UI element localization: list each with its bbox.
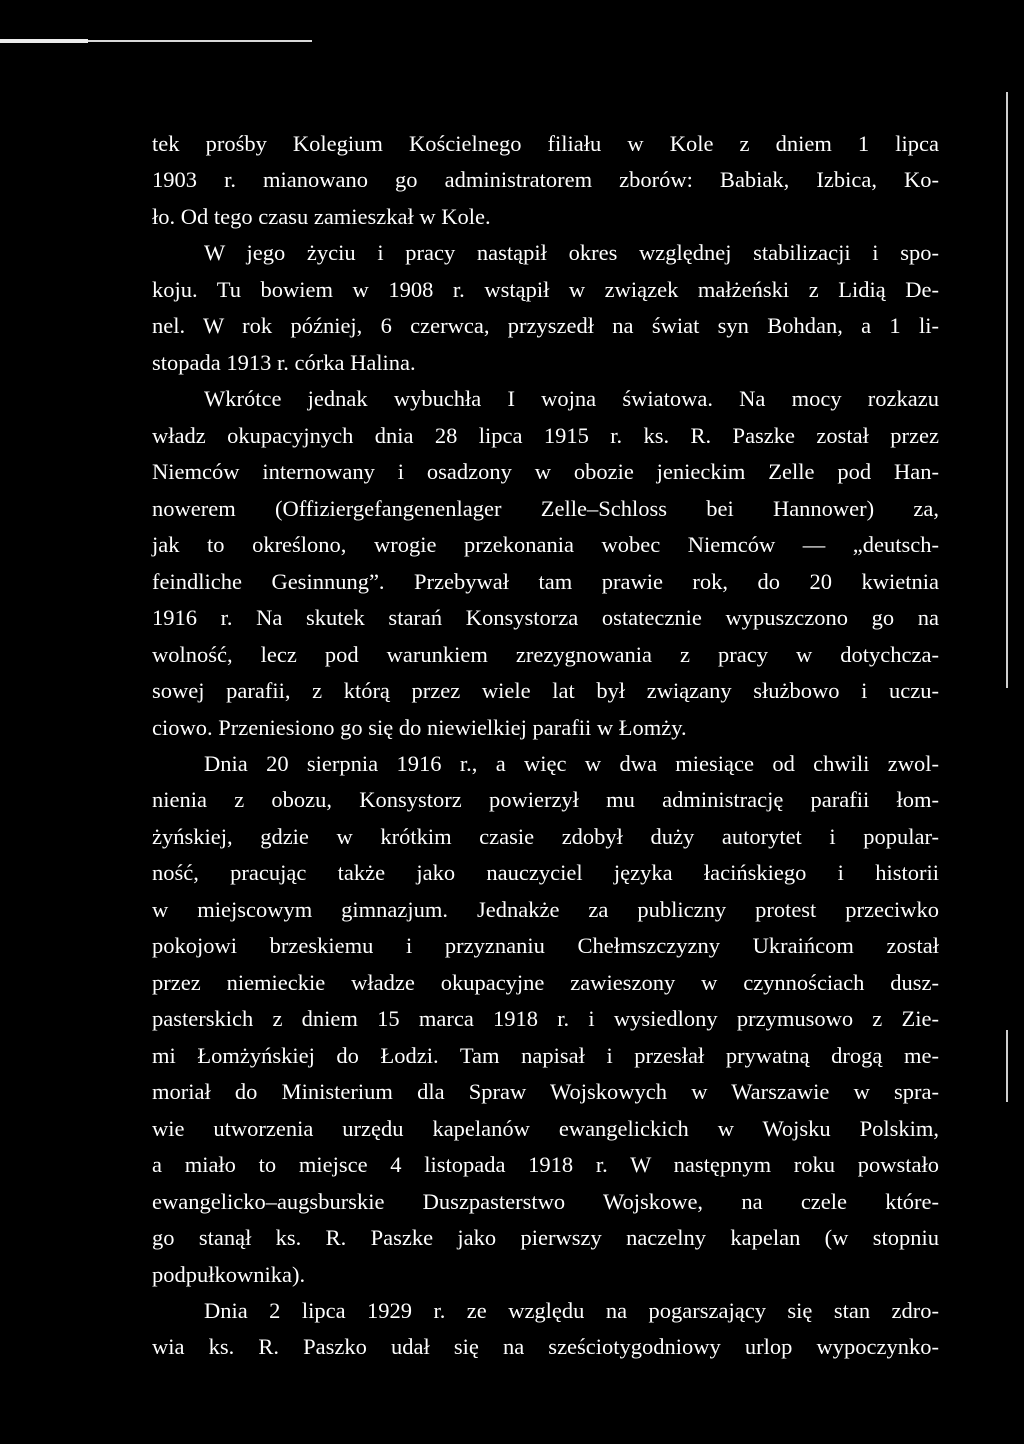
text-line: w miejscowym gimnazjum. Jednakże za publiczny protest przeciwko [152,896,939,922]
text-line: ewangelicko–augsburskie Duszpasterstwo Wojskowe, na czele które- [152,1188,939,1214]
page-body-text [152,126,939,1366]
text-line: wie utworzenia urzędu kapelanów ewangelickich w Wojsku Polskim, [152,1115,939,1141]
text-line: pokojowi brzeskiemu i przyznaniu Chełmszczyzny Ukraińcom został [152,933,939,959]
text-line: ło. Od tego czasu zamieszkał w Kole. [152,203,491,229]
text-line: ciowo. Przeniesiono go się do niewielkiej parafii w Łomży. [152,714,687,740]
text-line: Dnia 2 lipca 1929 r. ze względu na pogarszający się stan zdro- [204,1298,939,1323]
text-line: 1916 r. Na skutek starań Konsystorza ostatecznie wypuszczono go na [152,605,939,631]
text-line: 1903 r. mianowano go administratorem zborów: Babiak, Izbica, Ko- [152,167,939,193]
text-line: Wkrótce jednak wybuchła I wojna światowa. Na mocy rozkazu [204,386,939,412]
text-line: tek prośby Kolegium Kościelnego filiału w Kole z dniem 1 lipca [152,131,939,156]
text-line: Niemców internowany i osadzony w obozie jenieckim Zelle pod Han- [152,459,939,485]
right-edge-rule-upper [1006,92,1008,688]
text-line: moriał do Ministerium dla Spraw Wojskowych w Warszawie w spra- [152,1079,939,1105]
text-line: wia ks. R. Paszko udał się na sześciotygodniowy urlop wypoczynko- [152,1334,939,1360]
text-line: koju. Tu bowiem w 1908 r. wstąpił w związek małżeński z Lidią De- [152,276,939,302]
text-line: ność, pracując także jako nauczyciel języka łacińskiego i historii [152,860,939,886]
text-line: nienia z obozu, Konsystorz powierzył mu administrację parafii łom- [152,787,939,813]
text-line: a miało to miejsce 4 listopada 1918 r. W następnym roku powstało [152,1152,939,1178]
text-line: mi Łomżyńskiej do Łodzi. Tam napisał i przesłał prywatną drogą me- [152,1042,939,1068]
top-scan-rule-thick [0,39,88,43]
text-line: żyńskiej, gdzie w krótkim czasie zdobył duży autorytet i popular- [152,823,939,849]
text-line: sowej parafii, z którą przez wiele lat był związany służbowo i uczu- [152,678,939,704]
text-line: W jego życiu i pracy nastąpił okres względnej stabilizacji i spo- [204,240,939,266]
text-line: feindliche Gesinnung”. Przebywał tam prawie rok, do 20 kwietnia [152,568,939,594]
text-line: Dnia 20 sierpnia 1916 r., a więc w dwa miesiące od chwili zwol- [204,750,939,776]
text-line: nel. W rok później, 6 czerwca, przyszedł na świat syn Bohdan, a 1 li- [152,313,939,339]
text-line: go stanął ks. R. Paszke jako pierwszy naczelny kapelan (w stopniu [152,1225,939,1251]
text-line: jak to określono, wrogie przekonania wobec Niemców — „deutsch- [152,532,939,558]
text-line: przez niemieckie władze okupacyjne zawieszony w czynnościach dusz- [152,969,939,995]
text-line: nowerem (Offiziergefangenenlager Zelle–Schloss bei Hannower) za, [152,495,939,521]
text-line: władz okupacyjnych dnia 28 lipca 1915 r. ks. R. Paszke został przez [152,422,939,448]
text-line: wolność, lecz pod warunkiem zrezygnowania z pracy w dotychcza- [152,641,939,667]
right-edge-rule-lower [1006,1030,1008,1102]
text-line: podpułkownika). [152,1261,306,1287]
text-line: stopada 1913 r. córka Halina. [152,349,416,375]
text-line: pasterskich z dniem 15 marca 1918 r. i wysiedlony przymusowo z Zie- [152,1006,939,1032]
